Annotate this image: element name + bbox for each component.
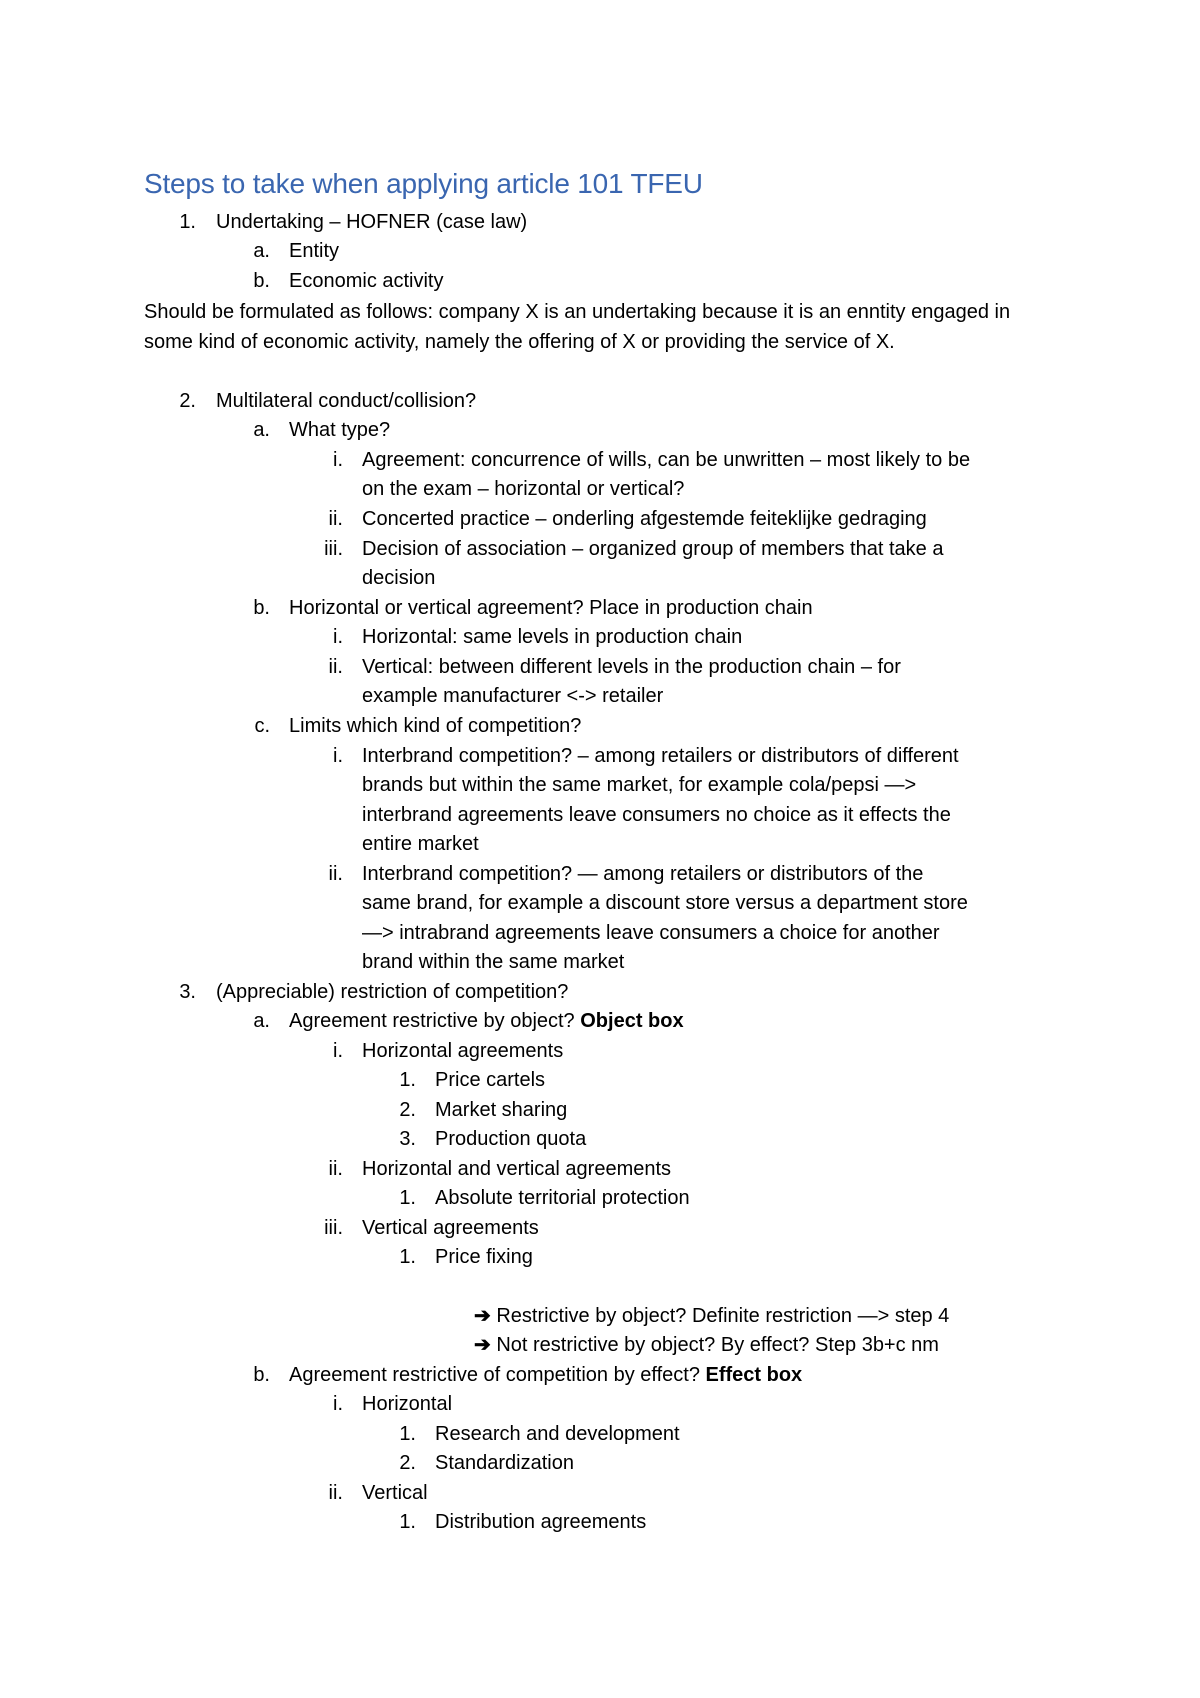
list-marker: 1. bbox=[399, 1423, 416, 1445]
list-marker: ii. bbox=[328, 1482, 343, 1504]
list-marker: 3. bbox=[399, 1128, 416, 1150]
list-marker: ii. bbox=[328, 508, 343, 530]
arrow-item bbox=[474, 1333, 939, 1357]
list-marker: b. bbox=[253, 270, 270, 292]
list-item: What type? bbox=[289, 419, 391, 441]
list-item: Agreement: concurrence of wills, can be unwritten – most likely to be bbox=[362, 449, 971, 471]
list-marker: 1. bbox=[399, 1246, 416, 1268]
list-item: Entity bbox=[289, 240, 340, 262]
arrow-item-text: Restrictive by object? Definite restriction —> step 4 bbox=[496, 1305, 950, 1327]
list-marker: i. bbox=[333, 745, 343, 767]
list-item: Absolute territorial protection bbox=[435, 1187, 690, 1209]
effect-box-label: Effect box bbox=[705, 1364, 803, 1386]
list-item: Interbrand competition? – among retailers or distributors of different bbox=[362, 745, 959, 767]
list-item: (Appreciable) restriction of competition? bbox=[216, 981, 569, 1003]
list-item: Price cartels bbox=[435, 1069, 546, 1091]
list-marker: 1. bbox=[179, 211, 196, 233]
list-item: Undertaking – HOFNER (case law) bbox=[216, 211, 528, 233]
list-marker: 1. bbox=[399, 1187, 416, 1209]
list-marker: a. bbox=[253, 240, 270, 262]
list-marker: i. bbox=[333, 626, 343, 648]
list-marker: iii. bbox=[324, 1217, 343, 1239]
list-item-continuation: —> intrabrand agreements leave consumers a choice for another bbox=[362, 922, 940, 944]
list-item-continuation: entire market bbox=[362, 833, 479, 855]
list-item-continuation: brands but within the same market, for example cola/pepsi —> bbox=[362, 774, 917, 796]
list-item-text: Agreement restrictive by object? bbox=[289, 1010, 581, 1032]
object-box-label: Object box bbox=[580, 1010, 684, 1032]
list-item: Decision of association – organized group of members that take a bbox=[362, 538, 944, 560]
list-item: Horizontal agreements bbox=[362, 1040, 564, 1062]
list-item-continuation: same brand, for example a discount store versus a department store bbox=[362, 892, 968, 914]
list-marker: a. bbox=[253, 419, 270, 441]
list-item: Vertical: between different levels in the production chain – for bbox=[362, 656, 901, 678]
list-item: Research and development bbox=[435, 1423, 680, 1445]
list-item: Vertical agreements bbox=[362, 1217, 539, 1239]
list-marker: b. bbox=[253, 597, 270, 619]
list-item: Market sharing bbox=[435, 1099, 568, 1121]
list-marker: 3. bbox=[179, 981, 196, 1003]
arrow-right-icon: ➔ bbox=[474, 1305, 491, 1327]
list-marker: 1. bbox=[399, 1069, 416, 1091]
list-marker: 2. bbox=[399, 1452, 416, 1474]
list-item-continuation: interbrand agreements leave consumers no choice as it effects the bbox=[362, 804, 951, 826]
list-item-text: Agreement restrictive of competition by effect? bbox=[289, 1364, 706, 1386]
list-marker: 2. bbox=[399, 1099, 416, 1121]
list-item: Horizontal bbox=[362, 1393, 453, 1415]
page-title: Steps to take when applying article 101 TFEU bbox=[144, 168, 703, 199]
list-item: Limits which kind of competition? bbox=[289, 715, 582, 737]
list-item: Price fixing bbox=[435, 1246, 533, 1268]
list-marker: i. bbox=[333, 1040, 343, 1062]
list-item: Distribution agreements bbox=[435, 1511, 647, 1533]
list-marker: ii. bbox=[328, 1158, 343, 1180]
list-item-continuation: on the exam – horizontal or vertical? bbox=[362, 478, 685, 500]
list-item: Horizontal or vertical agreement? Place in production chain bbox=[289, 597, 813, 619]
paragraph: Should be formulated as follows: company X is an undertaking because it is an enntity engaged in some kind of economic activity, namely the offering of X or providing the service of X. bbox=[144, 301, 1011, 353]
arrow-item-text: Not restrictive by object? By effect? Step 3b+c nm bbox=[496, 1334, 939, 1356]
list-item-continuation: example manufacturer <-> retailer bbox=[362, 685, 664, 707]
list-marker: i. bbox=[333, 1393, 343, 1415]
list-marker: b. bbox=[253, 1364, 270, 1386]
list-item: Concerted practice – onderling afgestemde feiteklijke gedraging bbox=[362, 508, 927, 530]
list-marker: 2. bbox=[179, 390, 196, 412]
list-item: Standardization bbox=[435, 1452, 574, 1474]
list-item: Horizontal and vertical agreements bbox=[362, 1158, 672, 1180]
list-item: Interbrand competition? — among retailers or distributors of the bbox=[362, 863, 924, 885]
list-item: Multilateral conduct/collision? bbox=[216, 390, 477, 412]
list-item: Vertical bbox=[362, 1482, 428, 1504]
arrow-right-icon: ➔ bbox=[474, 1334, 491, 1356]
list-item bbox=[289, 1363, 802, 1387]
list-item: Horizontal: same levels in production chain bbox=[362, 626, 743, 648]
list-marker: c. bbox=[254, 715, 270, 737]
list-marker: iii. bbox=[324, 538, 343, 560]
list-marker: a. bbox=[253, 1010, 270, 1032]
list-item bbox=[289, 1009, 684, 1033]
list-marker: ii. bbox=[328, 863, 343, 885]
list-marker: ii. bbox=[328, 656, 343, 678]
list-item-continuation: brand within the same market bbox=[362, 951, 625, 973]
list-item: Economic activity bbox=[289, 270, 444, 292]
list-marker: i. bbox=[333, 449, 343, 471]
arrow-item bbox=[474, 1304, 949, 1328]
list-marker: 1. bbox=[399, 1511, 416, 1533]
list-item-continuation: decision bbox=[362, 567, 436, 589]
list-item: Production quota bbox=[435, 1128, 587, 1150]
